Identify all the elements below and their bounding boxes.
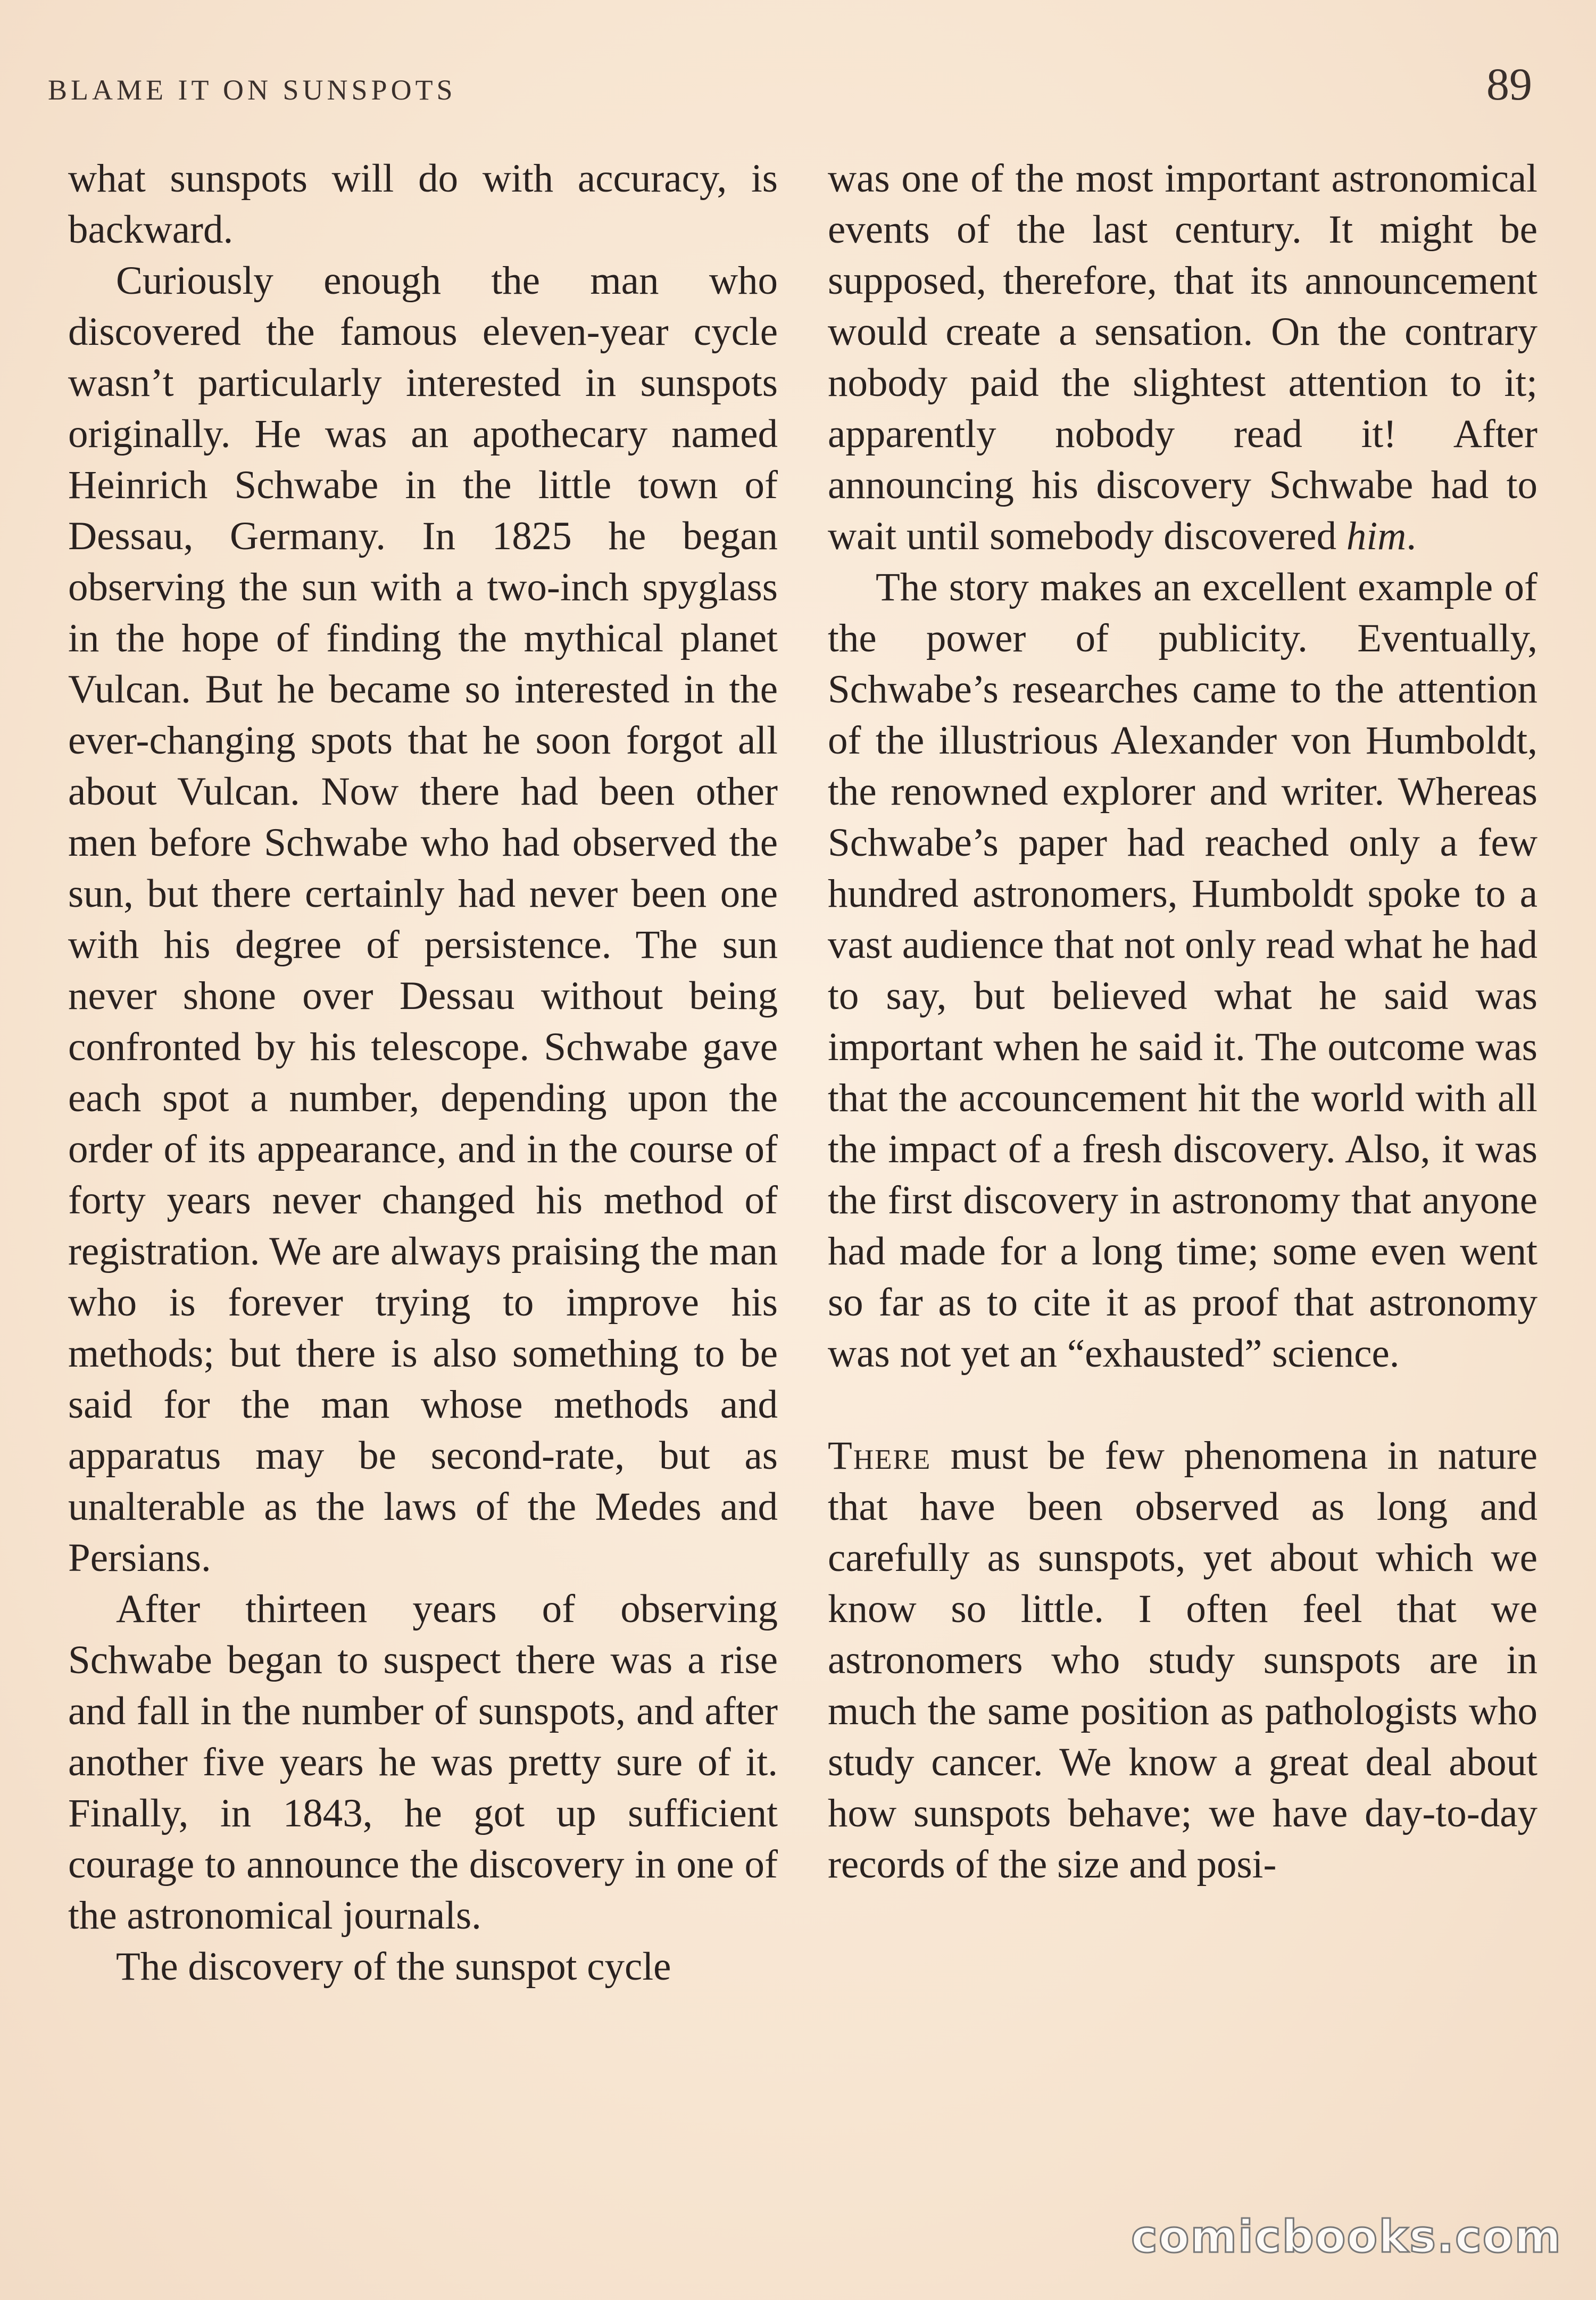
page-number: 89 xyxy=(1486,59,1532,110)
paragraph-text: was one of the most important astronomical events of the last century. It might be supposed, therefore, that its announcement would create a sensation. On the contrary nobody paid the slightest attention to it; apparently nobody read it! After announcing his discovery Schwabe had to wait until somebody discovered xyxy=(828,156,1537,558)
paragraph-schwabe-intro: Curiously enough the man who discovered the famous eleven-year cycle wasn’t particularly interested in sunspots originally. He was an apothecary named Heinrich Schwabe in the little town of Dessau, Germany. In 1825 he began observing the sun with a two-inch spyglass in the hope of finding the mythical planet Vulcan. But he became so interested in the ever-changing spots that he soon forgot all about Vulcan. Now there had been other men before Schwabe who had observed the sun, but there certainly had never been one with his degree of persistence. The sun never shone over Dessau without being confronted by his telescope. Schwabe gave each spot a number, depending upon the order of its appearance, and in the course of forty years never changed his method of registration. We are always praising the man who is forever trying to improve his methods; but there is also something to be said for the man whose methods and apparatus may be second-rate, but as unalterable as the laws of the Medes and Persians. xyxy=(68,259,778,1580)
left-column xyxy=(68,153,778,1992)
running-head: BLAME IT ON SUNSPOTS xyxy=(48,74,456,106)
section-lead-word: There xyxy=(828,1434,932,1478)
paragraph-period: . xyxy=(1406,514,1417,558)
paragraph-text: must be few phenomena in nature that have been observed as long and carefully as sunspots, yet about which we know so little. I often feel that we astronomers who study sunspots are in much the same position as pathologists who study cancer. We know a great deal about how sunspots behave; we have day-to-day records of the size and posi- xyxy=(828,1434,1537,1887)
paragraph-publicity: The story makes an excellent example of the power of publicity. Eventually, Schwabe’s researches came to the attention of the illustrious Alexander von Humboldt, the renowned explorer and writer. Whereas Schwabe’s paper had reached only a few hundred astronomers, Humboldt spoke to a vast audience that not only read what he had to say, but believed what he said was important when he said it. The outcome was that the accouncement hit the world with all the impact of a fresh discovery. Also, it was the first discovery in astronomy that anyone had made for a long time; some even went so far as to cite it as proof that astronomy was not yet an “exhausted” science. xyxy=(828,565,1537,1376)
right-column xyxy=(828,153,1537,1890)
paragraph-discovery-continued xyxy=(828,153,1537,562)
emphasis-him: him xyxy=(1346,514,1407,558)
paragraph-discovery-start: The discovery of the sunspot cycle xyxy=(116,1945,671,1989)
paragraph-new-section xyxy=(828,1430,1537,1890)
site-watermark: comicbooks.com xyxy=(1131,2211,1562,2263)
paragraph-thirteen-years: After thirteen years of observing Schwabe began to suspect there was a rise and fall in the number of sunspots, and after another five years he was pretty sure of it. Finally, in 1843, he got up sufficient courage to announce the discovery in one of the astronomical journals. xyxy=(68,1587,778,1938)
paragraph-continuation: what sunspots will do with accuracy, is backward. xyxy=(68,156,778,252)
